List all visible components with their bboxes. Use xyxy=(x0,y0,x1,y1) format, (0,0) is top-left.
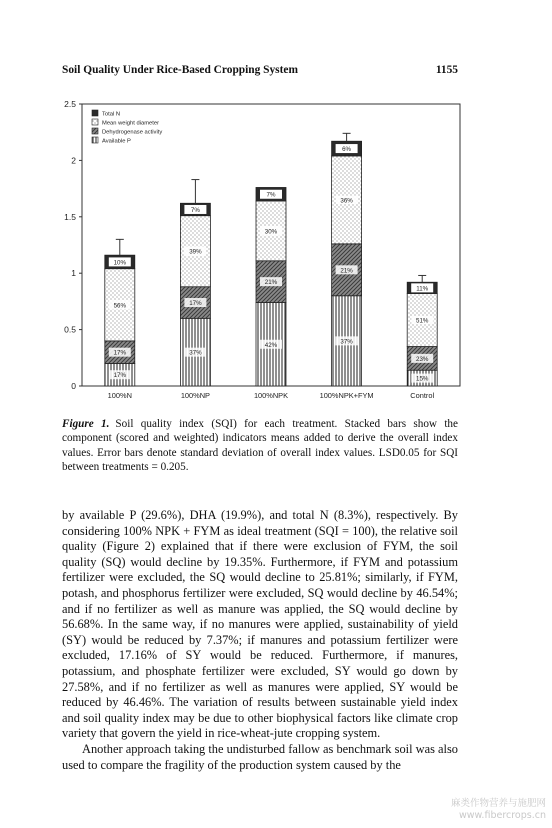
segment-label: 7% xyxy=(266,191,276,199)
segment-label: 51% xyxy=(416,317,429,325)
category-label: 100%NP xyxy=(180,391,210,400)
legend-label: Dehydrogenase activity xyxy=(102,129,163,136)
segment-label: 10% xyxy=(113,259,126,267)
legend-label: Total N xyxy=(102,111,121,118)
running-title: Soil Quality Under Rice-Based Cropping System xyxy=(62,64,298,76)
y-tick-label: 1 xyxy=(71,268,76,279)
page-number: 1155 xyxy=(435,64,458,76)
figure-caption xyxy=(62,417,458,474)
legend-label: Mean weight diameter xyxy=(102,120,160,127)
segment-label: 39% xyxy=(189,248,202,256)
segment-label: 6% xyxy=(342,146,352,154)
segment-label: 37% xyxy=(189,349,202,357)
segment-label: 17% xyxy=(189,300,202,308)
category-label: Control xyxy=(410,391,435,400)
category-label: 100%NPK+FYM xyxy=(319,391,374,400)
segment-label: 21% xyxy=(340,267,353,275)
watermark-line-1: 麻类作物营养与施肥网 xyxy=(450,798,546,809)
segment-label: 23% xyxy=(416,355,429,363)
segment-label: 56% xyxy=(113,302,126,310)
running-head xyxy=(62,64,458,76)
legend-swatch xyxy=(92,119,98,125)
segment-label: 36% xyxy=(340,197,353,205)
segment-label: 15% xyxy=(416,375,429,383)
paragraph-1: by available P (29.6%), DHA (19.9%), and total N (8.3%), respectively. By considering 100% NPK + FYM as ideal treatment (SQI = 100), the relative soil quality (Figure 2) explained that if there were exclusion of FYM, the soil quality (SQ) would decline by 19.35%. Furthermore, if FYM and potassium fertilizer were excluded, the SQ would decline to 25.81%; similarly, if FYM, potash, and phosphorus fertilizer were excluded, SQ would decline by 46.54%; and if no fertilizer as well as manure was applied, the SQ would decline by 56.68%. In the same way, if no manures were applied, sustainability of yield (SY) would be reduced by 7.37%; if manures and potassium fertilizer were excluded, 17.16% of SY would be reduced. Furthermore, if manures, potassium, and phosphate fertilizer were excluded, SY would go down by 27.58%, and if no fertilizer as well as manures were applied, SY would be reduced by 46.46%. The variation of results between sustainable yield index and soil quality index may be due to other biophysical factors like climate crop variety that govern the yield in rice-wheat-jute cropping system. xyxy=(62,508,458,741)
category-label: 100%NPK xyxy=(253,391,289,400)
y-tick-label: 2 xyxy=(71,155,76,166)
segment-label: 7% xyxy=(190,206,200,214)
figure xyxy=(56,92,466,402)
segment-label: 42% xyxy=(264,341,278,349)
caption-text: Soil quality index (SQI) for each treatment. Stacked bars show the component (scored and weighted) indicators means added to derive the overall index values. Error bars denote standard deviation of overall index values. LSD0.05 for SQI between treatments = 0.205. xyxy=(62,418,458,473)
y-tick-label: 2.5 xyxy=(64,99,76,109)
y-tick-label: 0.5 xyxy=(64,324,76,335)
body-text xyxy=(62,508,458,773)
paragraph-2: Another approach taking the undisturbed fallow as benchmark soil was also used to compare the fragility of the production system caused by the xyxy=(62,741,458,772)
watermark xyxy=(451,798,546,822)
y-tick-label: 1.5 xyxy=(64,211,76,222)
category-label: 100%N xyxy=(107,391,132,400)
segment-label: 37% xyxy=(340,338,353,346)
segment-label: 21% xyxy=(264,279,278,287)
legend-swatch xyxy=(92,128,98,134)
segment-label: 30% xyxy=(264,228,278,236)
segment-label: 17% xyxy=(113,372,126,380)
legend-label: Available P xyxy=(102,138,131,145)
y-tick-label: 0 xyxy=(71,381,76,391)
segment-label: 11% xyxy=(416,285,429,293)
legend-swatch xyxy=(92,110,98,116)
figure-label: Figure 1. xyxy=(62,418,110,430)
legend-swatch xyxy=(92,137,98,143)
segment-label: 17% xyxy=(113,349,126,357)
watermark-line-2: www.fibercrops.cn xyxy=(459,810,546,821)
sqi-stacked-bar-chart xyxy=(56,92,466,402)
